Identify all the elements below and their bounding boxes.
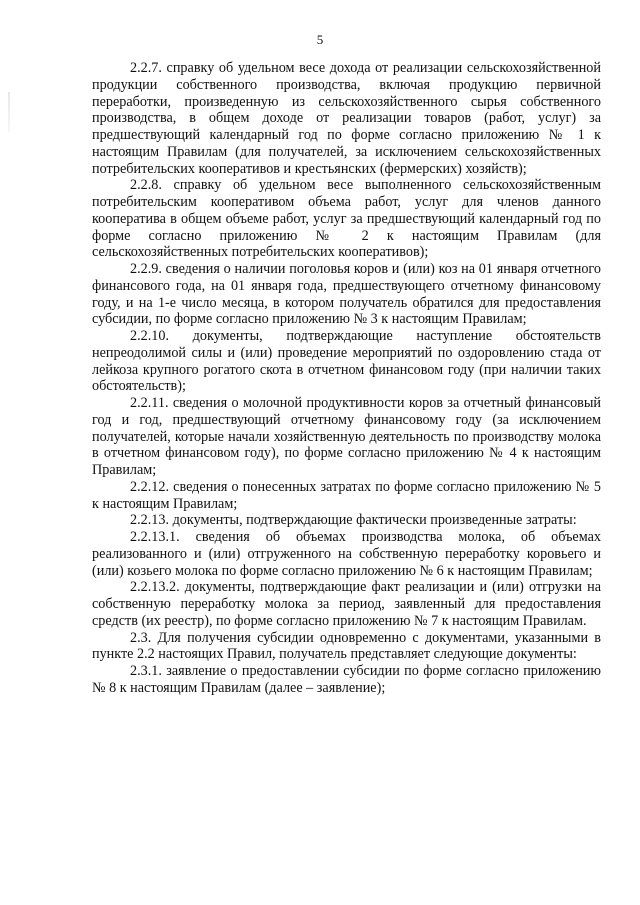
paragraph-2-2-11: 2.2.11. сведения о молочной продуктивности коров за отчетный финансовый год и год, предшествующий отчетному финансовому году (за исключением получателей, которые начали хозяйственную деятельность по производству молока в отчетном финансовом году), по форме согласно приложению № 4 к настоящим Правилам; xyxy=(92,395,601,478)
paragraph-2-2-10: 2.2.10. документы, подтверждающие наступление обстоятельств непреодолимой силы и (или) проведение мероприятий по оздоровлению стада от лейкоза крупного рогатого скота в отчетном финансовом году (при наличии таких обстоятельств); xyxy=(92,328,601,395)
paragraph-2-3: 2.3. Для получения субсидии одновременно с документами, указанными в пункте 2.2 настоящих Правил, получатель представляет следующие документы: xyxy=(92,629,601,663)
scan-margin-mark xyxy=(8,92,10,132)
page-number: 5 xyxy=(316,32,324,47)
paragraph-2-2-13: 2.2.13. документы, подтверждающие фактически произведенные затраты: xyxy=(130,512,577,529)
paragraph-2-2-7: 2.2.7. справку об удельном весе дохода от реализации сельскохозяйственной продукции собственного производства, включая продукцию первичной переработки, произведенную из сельскохозяйственного сырья собственного производства, в общем доходе от реализации товаров (работ, услуг) за предшествующий календарный год по форме согласно приложению № 1 к настоящим Правилам (для получателей, за исключением сельскохозяйственных потребительских кооперативов и крестьянских (фермерских) хозяйств); xyxy=(92,60,601,177)
paragraph-2-3-1: 2.3.1. заявление о предоставлении субсидии по форме согласно приложению № 8 к настоящим Правилам (далее – заявление); xyxy=(92,663,601,696)
paragraph-2-2-13-2: 2.2.13.2. документы, подтверждающие факт реализации и (или) отгрузки на собственную переработку молока за период, заявленный для предоставления средств (их реестр), по форме согласно приложению № 7 к настоящим Правилам. xyxy=(92,579,601,629)
paragraph-2-2-9: 2.2.9. сведения о наличии поголовья коров и (или) коз на 01 января отчетного финансового года, на 01 января года, предшествующего отчетному финансовому году, и на 1-е число месяца, в котором получатель обратился для предоставления субсидии, по форме согласно приложению № 3 к настоящим Правилам; xyxy=(92,261,601,328)
paragraph-2-2-8: 2.2.8. справку об удельном весе выполненного сельскохозяйственным потребительским кооперативом объема работ, услуг для членов данного кооператива в общем объеме работ, услуг за предшествующий календарный год по форме согласно приложению № 2 к настоящим Правилам (для сельскохозяйственных потребительских кооперативов); xyxy=(92,177,601,261)
paragraph-2-2-13-1: 2.2.13.1. сведения об объемах производства молока, об объемах реализованного и (или) отгруженного на собственную переработку коровьего и (или) козьего молока по форме согласно приложению № 6 к настоящим Правилам; xyxy=(92,529,601,579)
paragraph-2-2-12: 2.2.12. сведения о понесенных затратах по форме согласно приложению № 5 к настоящим Правилам; xyxy=(92,478,601,512)
document-body xyxy=(92,60,601,697)
